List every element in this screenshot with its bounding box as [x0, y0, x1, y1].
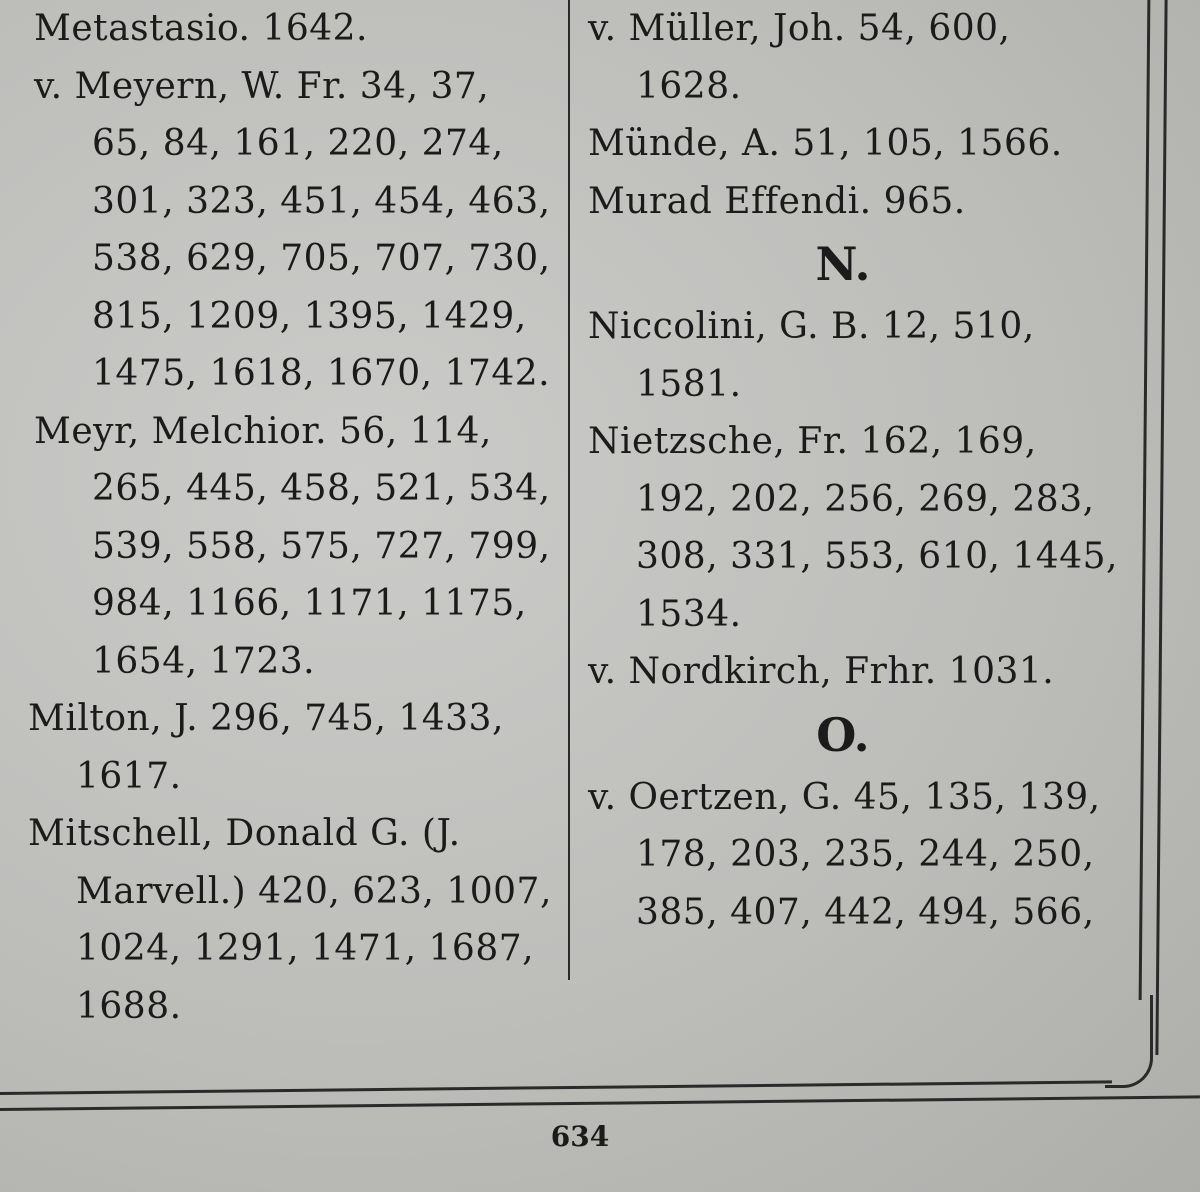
entry-line: 192, 202, 256, 269, 283,: [636, 478, 1095, 520]
index-entry-nordkirch: [588, 643, 1098, 701]
column-divider: [568, 0, 570, 980]
index-entry-nietzsche: [588, 413, 1118, 643]
index-entry-milton: [28, 690, 556, 805]
index-entry-murad: [588, 173, 1098, 231]
entry-line: 539, 558, 575, 727, 799,: [92, 525, 551, 567]
frame-rule-bottom-outer: [0, 1095, 1200, 1111]
entry-line: v. Meyern, W. Fr. 34, 37,: [34, 65, 490, 107]
entry-line: 178, 203, 235, 244, 250,: [636, 834, 1095, 875]
index-entry-niccolini: [588, 298, 1098, 413]
entry-line: 65, 84, 161, 220, 274,: [92, 123, 504, 164]
page-number: 634: [550, 1120, 610, 1153]
entry-line: Murad Effendi. 965.: [588, 180, 966, 222]
entry-line: 385, 407, 442, 494, 566,: [636, 891, 1095, 933]
index-entry-mueller: [588, 0, 1098, 115]
entry-line: Meyr, Melchior. 56, 114,: [34, 410, 492, 452]
entry-line: 1628.: [636, 65, 742, 107]
entry-line: 1581.: [636, 363, 742, 405]
entry-line: Metastasio. 1642.: [34, 8, 368, 49]
frame-rule-outer: [1155, 0, 1167, 1055]
index-entry-oertzen: [588, 769, 1101, 942]
entry-line: 1534.: [636, 593, 742, 635]
entry-line: Milton, J. 296, 745, 1433,: [28, 698, 504, 739]
frame-corner-ornament: [1105, 995, 1153, 1088]
index-entry-meyern: [28, 58, 556, 403]
entry-line: 1688.: [76, 985, 182, 1027]
entry-line: Mitschell, Donald G. (J.: [28, 813, 461, 854]
entry-line: v. Oertzen, G. 45, 135, 139,: [588, 776, 1101, 818]
index-entry-metastasio: [28, 0, 556, 58]
entry-line: 1654, 1723.: [92, 640, 316, 682]
entry-line: 1024, 1291, 1471, 1687,: [76, 928, 535, 969]
frame-rule-inner: [1139, 0, 1151, 1000]
frame-rule-bottom-inner: [0, 1080, 1112, 1095]
entry-line: Nietzsche, Fr. 162, 169,: [588, 421, 1037, 462]
index-column-right: [588, 0, 1118, 941]
entry-line: 538, 629, 705, 707, 730,: [92, 238, 551, 279]
entry-line: 1617.: [76, 755, 182, 797]
index-column-left: [28, 0, 556, 1035]
index-entry-meyr: [28, 403, 556, 691]
index-entry-muende: [588, 115, 1098, 173]
entry-line: 308, 331, 553, 610, 1445,: [636, 536, 1118, 577]
entry-line: 984, 1166, 1171, 1175,: [92, 583, 527, 624]
entry-line: v. Nordkirch, Frhr. 1031.: [588, 651, 1055, 692]
section-heading-o: O.: [816, 707, 870, 762]
entry-line: 265, 445, 458, 521, 534,: [92, 468, 551, 509]
section-heading-n: N.: [815, 237, 871, 291]
entry-line: Münde, A. 51, 105, 1566.: [588, 123, 1063, 164]
entry-line: 301, 323, 451, 454, 463,: [92, 180, 551, 222]
index-entry-mitschell: [28, 805, 556, 1035]
entry-line: 1475, 1618, 1670, 1742.: [92, 353, 551, 394]
entry-line: Niccolini, G. B. 12, 510,: [588, 306, 1035, 347]
entry-line: v. Müller, Joh. 54, 600,: [588, 8, 1011, 49]
entry-line: Marvell.) 420, 623, 1007,: [76, 870, 552, 912]
entry-line: 815, 1209, 1395, 1429,: [92, 295, 527, 337]
